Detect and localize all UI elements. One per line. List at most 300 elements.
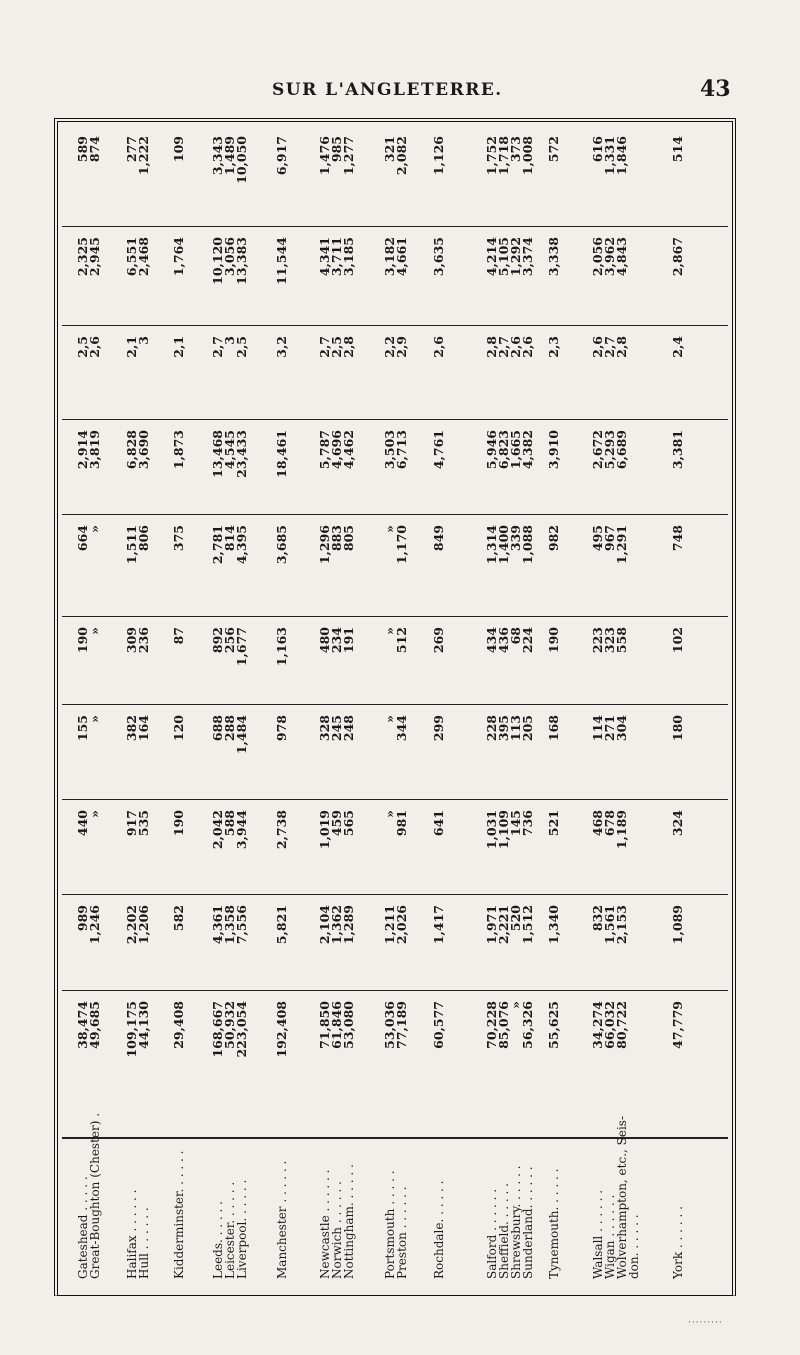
value-group: [548, 515, 560, 616]
table-cell: 806: [136, 525, 151, 552]
town-name: Rochdale. . . . . .: [432, 1180, 446, 1279]
value-group: [384, 515, 408, 616]
table-cell: 1,277: [341, 136, 356, 176]
table-cell: 1,718: [496, 136, 511, 176]
table-cell: 6,551: [124, 237, 139, 277]
town-name: Walsall . . . . . .: [591, 1189, 605, 1279]
table-cell: 10,050: [234, 136, 249, 184]
table-cell: 616: [590, 136, 605, 163]
table-cell: 223,054: [234, 1001, 249, 1058]
value-group: [548, 991, 560, 1137]
value-group: [319, 126, 355, 226]
table-cell: 2,7: [210, 336, 225, 358]
table-cell: 328: [317, 715, 332, 742]
value-group: [77, 326, 101, 419]
table-cell: »: [87, 525, 102, 533]
town-name: Gateshead . . . . .: [76, 1176, 90, 1279]
value-group: [384, 800, 408, 894]
town-name: Manchester . . . . . .: [275, 1160, 289, 1279]
value-group: [173, 895, 185, 990]
table-cell: 277: [124, 136, 139, 163]
town-name-group: [173, 1139, 185, 1289]
value-group: [173, 991, 185, 1137]
table-cell: 13,468: [210, 430, 225, 478]
value-group: [212, 227, 248, 325]
table-cell: 53,080: [341, 1001, 356, 1049]
value-group: [384, 420, 408, 514]
table-cell: 1,031: [484, 810, 499, 850]
town-name: Sunderland. . . . . .: [521, 1166, 535, 1279]
value-group: [77, 227, 101, 325]
value-group: [126, 705, 150, 799]
table-cell: 480: [317, 627, 332, 654]
value-group: [173, 420, 185, 514]
column-town-names: [62, 1112, 728, 1289]
table-cell: 6,689: [614, 430, 629, 470]
value-group: [592, 227, 628, 325]
table-cell: 7,556: [234, 905, 249, 945]
table-cell: 2,914: [75, 430, 90, 470]
town-name: Salford . . . . . .: [485, 1188, 499, 1279]
value-group: [126, 800, 150, 894]
value-group: [212, 991, 248, 1137]
table-cell: 6,917: [274, 136, 289, 176]
table-cell: 47,779: [670, 1001, 685, 1049]
value-group: [486, 420, 534, 514]
value-group: [77, 420, 101, 514]
value-group: [276, 326, 288, 419]
table-cell: 49,685: [87, 1001, 102, 1049]
value-group: [592, 991, 628, 1137]
table-cell: 688: [210, 715, 225, 742]
value-group: [486, 227, 534, 325]
town-name: Liverpool. . . . . .: [235, 1179, 249, 1279]
value-group: [672, 420, 684, 514]
value-group: [384, 895, 408, 990]
table-cell: 164: [136, 715, 151, 742]
table-cell: 114: [590, 715, 605, 742]
table-cell: 565: [341, 810, 356, 837]
table-cell: 805: [341, 525, 356, 552]
table-cell: 3,944: [234, 810, 249, 850]
table-cell: 3: [222, 336, 237, 345]
data-column-5: [62, 617, 728, 705]
table-cell: 102: [670, 627, 685, 654]
value-group: [384, 617, 408, 704]
table-cell: 145: [508, 810, 523, 837]
table-cell: 180: [670, 715, 685, 742]
table-cell: 224: [520, 627, 535, 654]
value-group: [592, 326, 628, 419]
table-cell: 2,7: [602, 336, 617, 358]
table-cell: 1,971: [484, 905, 499, 945]
table-cell: 748: [670, 525, 685, 552]
value-group: [212, 420, 248, 514]
value-group: [433, 515, 445, 616]
table-cell: 44,130: [136, 1001, 151, 1049]
table-cell: 245: [329, 715, 344, 742]
table-cell: 981: [394, 810, 409, 837]
table-cell: 236: [136, 627, 151, 654]
value-group: [672, 705, 684, 799]
value-group: [276, 420, 288, 514]
value-group: [433, 617, 445, 704]
town-name-group: [319, 1139, 355, 1289]
table-cell: 736: [520, 810, 535, 837]
value-group: [276, 227, 288, 325]
value-group: [672, 991, 684, 1137]
table-cell: 459: [329, 810, 344, 837]
table-cell: 228: [484, 715, 499, 742]
table-cell: 1,163: [274, 627, 289, 667]
table-cell: 1,476: [317, 136, 332, 176]
value-group: [672, 617, 684, 704]
table-cell: 2,672: [590, 430, 605, 470]
table-cell: 1,291: [614, 525, 629, 565]
table-cell: 1,211: [382, 905, 397, 945]
table-cell: 50,932: [222, 1001, 237, 1049]
table-cell: 1,417: [431, 905, 446, 945]
table-cell: 1,846: [614, 136, 629, 176]
town-name: Great-Boughton (Chester) .: [88, 1112, 102, 1279]
value-group: [212, 895, 248, 990]
table-cell: 3,819: [87, 430, 102, 470]
table-cell: 339: [508, 525, 523, 552]
value-group: [212, 326, 248, 419]
table-cell: 521: [546, 810, 561, 837]
table-cell: 205: [520, 715, 535, 742]
data-column-9: [62, 227, 728, 326]
value-group: [319, 515, 355, 616]
table-cell: 3,503: [382, 430, 397, 470]
town-name: Nottingham. . . . . .: [342, 1164, 356, 1279]
table-cell: 2,6: [590, 336, 605, 358]
table-cell: 191: [341, 627, 356, 654]
table-cell: 4,341: [317, 237, 332, 277]
table-cell: 2,4: [670, 336, 685, 358]
value-group: [212, 617, 248, 704]
table-cell: 678: [602, 810, 617, 837]
table-cell: 61,846: [329, 1001, 344, 1049]
table-cell: 53,036: [382, 1001, 397, 1049]
value-group: [548, 617, 560, 704]
value-group: [319, 617, 355, 704]
town-name-group: [672, 1139, 684, 1289]
town-name: Portsmouth . . . . .: [383, 1170, 397, 1279]
value-group: [592, 617, 628, 704]
table-cell: 588: [222, 810, 237, 837]
value-group: [319, 800, 355, 894]
table-cell: 2,738: [274, 810, 289, 850]
table-cell: 874: [87, 136, 102, 163]
town-name: York . . . . . .: [671, 1206, 685, 1279]
table-cell: 3,343: [210, 136, 225, 176]
table-cell: 495: [590, 525, 605, 552]
table-cell: 2,9: [394, 336, 409, 358]
value-group: [77, 617, 101, 704]
value-group: [276, 126, 288, 226]
table-cell: 832: [590, 905, 605, 932]
table-cell: 77,189: [394, 1001, 409, 1049]
table-cell: 3,962: [602, 237, 617, 277]
table-cell: 2,781: [210, 525, 225, 565]
value-group: [672, 895, 684, 990]
town-name: Kidderminster. . . . . .: [172, 1150, 186, 1279]
table-cell: 56,326: [520, 1001, 535, 1049]
value-group: [126, 991, 150, 1137]
table-cell: 1,008: [520, 136, 535, 176]
table-cell: 1,246: [87, 905, 102, 945]
value-group: [77, 800, 101, 894]
data-column-10: [62, 126, 728, 227]
value-group: [276, 617, 288, 704]
value-group: [384, 991, 408, 1137]
table-cell: 248: [341, 715, 356, 742]
data-column-8: [62, 326, 728, 420]
table-cell: 68: [508, 627, 523, 645]
table-cell: 2,945: [87, 237, 102, 277]
table-cell: »: [382, 627, 397, 635]
table-cell: »: [382, 810, 397, 818]
value-group: [384, 705, 408, 799]
table-cell: 66,032: [602, 1001, 617, 1049]
table-cell: 13,383: [234, 237, 249, 285]
table-cell: 190: [75, 627, 90, 654]
table-cell: 3,056: [222, 237, 237, 277]
table-cell: 641: [431, 810, 446, 837]
statistics-table: [62, 126, 728, 1289]
table-cell: 4,382: [520, 430, 535, 470]
data-column-7: [62, 420, 728, 515]
table-cell: 3,381: [670, 430, 685, 470]
table-cell: 168,667: [210, 1001, 225, 1058]
value-group: [384, 126, 408, 226]
value-group: [77, 126, 101, 226]
value-group: [548, 420, 560, 514]
table-cell: 11,544: [274, 237, 289, 285]
value-group: [433, 227, 445, 325]
value-group: [672, 227, 684, 325]
table-cell: 468: [590, 810, 605, 837]
table-cell: 1,512: [520, 905, 535, 945]
table-cell: 2,042: [210, 810, 225, 850]
table-cell: 967: [602, 525, 617, 552]
value-group: [672, 326, 684, 419]
table-cell: 1,222: [136, 136, 151, 176]
table-cell: 55,625: [546, 1001, 561, 1049]
table-cell: 1,206: [136, 905, 151, 945]
data-column-4: [62, 705, 728, 800]
table-cell: 1,289: [341, 905, 356, 945]
value-group: [486, 617, 534, 704]
table-cell: 558: [614, 627, 629, 654]
table-cell: 3,910: [546, 430, 561, 470]
table-cell: 1,362: [329, 905, 344, 945]
value-group: [672, 126, 684, 226]
value-group: [173, 326, 185, 419]
value-group: [173, 705, 185, 799]
table-cell: 3,685: [274, 525, 289, 565]
table-cell: 256: [222, 627, 237, 654]
table-cell: 978: [274, 715, 289, 742]
town-name: Leeds. . . . . .: [211, 1201, 225, 1279]
table-cell: »: [508, 1001, 523, 1009]
value-group: [548, 126, 560, 226]
table-cell: 2,202: [124, 905, 139, 945]
table-cell: 5,821: [274, 905, 289, 945]
table-cell: 190: [546, 627, 561, 654]
value-group: [173, 227, 185, 325]
value-group: [672, 515, 684, 616]
value-group: [548, 705, 560, 799]
table-cell: 1,489: [222, 136, 237, 176]
value-group: [276, 800, 288, 894]
table-cell: 321: [382, 136, 397, 163]
table-cell: 989: [75, 905, 90, 932]
town-name: Shrewsbury. . . . . .: [509, 1165, 523, 1279]
table-cell: 4,843: [614, 237, 629, 277]
town-name-group: [276, 1139, 288, 1289]
town-name-group: [126, 1139, 150, 1289]
table-cell: 1,764: [171, 237, 186, 277]
value-group: [486, 705, 534, 799]
table-cell: 1,677: [234, 627, 249, 667]
table-cell: 71,850: [317, 1001, 332, 1049]
table-cell: 109: [171, 136, 186, 163]
table-cell: 1,189: [614, 810, 629, 850]
value-group: [77, 991, 101, 1137]
table-cell: 85,076: [496, 1001, 511, 1049]
table-cell: 2,325: [75, 237, 90, 277]
table-cell: 917: [124, 810, 139, 837]
town-name-group: [486, 1139, 534, 1289]
value-group: [126, 617, 150, 704]
table-cell: 60,577: [431, 1001, 446, 1049]
town-name: Halifax . . . . . .: [125, 1189, 139, 1279]
value-group: [126, 515, 150, 616]
table-cell: 168: [546, 715, 561, 742]
running-title: SUR L'ANGLETERRE.: [272, 80, 503, 100]
table-cell: 1,089: [670, 905, 685, 945]
table-cell: 2,026: [394, 905, 409, 945]
table-cell: 18,461: [274, 430, 289, 478]
table-cell: 589: [75, 136, 90, 163]
town-name: don. . . . . .: [627, 1214, 641, 1279]
table-cell: 436: [496, 627, 511, 654]
table-cell: 34,274: [590, 1001, 605, 1049]
table-cell: 1,873: [171, 430, 186, 470]
table-cell: 2,8: [484, 336, 499, 358]
table-cell: 2,056: [590, 237, 605, 277]
value-group: [548, 895, 560, 990]
value-group: [433, 991, 445, 1137]
town-name: Preston . . . . . .: [395, 1186, 409, 1279]
table-cell: 440: [75, 810, 90, 837]
table-cell: »: [382, 715, 397, 723]
town-name-group: [591, 1115, 641, 1289]
rotated-table-body: [62, 126, 728, 1289]
value-group: [486, 126, 534, 226]
table-cell: 2,6: [520, 336, 535, 358]
town-name: Leicester. . . . . .: [223, 1181, 237, 1279]
table-cell: 4,545: [222, 430, 237, 470]
table-cell: 1,665: [508, 430, 523, 470]
table-cell: 120: [171, 715, 186, 742]
data-column-3: [62, 800, 728, 895]
table-cell: 155: [75, 715, 90, 742]
table-cell: 3,711: [329, 237, 344, 277]
value-group: [126, 895, 150, 990]
table-cell: 344: [394, 715, 409, 742]
table-cell: 4,761: [431, 430, 446, 470]
table-cell: 2,8: [614, 336, 629, 358]
table-cell: 2,104: [317, 905, 332, 945]
data-column-6: [62, 515, 728, 617]
value-group: [384, 227, 408, 325]
table-cell: 192,408: [274, 1001, 289, 1058]
town-name-group: [433, 1139, 445, 1289]
table-cell: 3,374: [520, 237, 535, 277]
town-name: Norwich . . . . . .: [330, 1181, 344, 1279]
table-cell: »: [87, 627, 102, 635]
table-cell: 985: [329, 136, 344, 163]
table-cell: 113: [508, 715, 523, 742]
table-cell: 223: [590, 627, 605, 654]
table-cell: 70,228: [484, 1001, 499, 1049]
table-cell: 4,661: [394, 237, 409, 277]
value-group: [126, 126, 150, 226]
table-cell: 324: [670, 810, 685, 837]
town-name: Sheffield. . . . . .: [497, 1183, 511, 1279]
table-cell: 2,5: [329, 336, 344, 358]
table-cell: 434: [484, 627, 499, 654]
table-cell: 4,214: [484, 237, 499, 277]
table-cell: 304: [614, 715, 629, 742]
value-group: [212, 705, 248, 799]
value-group: [173, 515, 185, 616]
value-group: [276, 895, 288, 990]
value-group: [592, 515, 628, 616]
table-cell: 2,153: [614, 905, 629, 945]
table-cell: 2,5: [75, 336, 90, 358]
table-cell: 10,120: [210, 237, 225, 285]
table-cell: 23,433: [234, 430, 249, 478]
table-cell: 1,314: [484, 525, 499, 565]
value-group: [126, 227, 150, 325]
table-cell: 892: [210, 627, 225, 654]
table-cell: 2,2: [382, 336, 397, 358]
table-cell: 109,175: [124, 1001, 139, 1058]
table-cell: 234: [329, 627, 344, 654]
value-group: [319, 705, 355, 799]
table-cell: 4,462: [341, 430, 356, 470]
table-cell: 323: [602, 627, 617, 654]
town-name-group: [212, 1139, 248, 1289]
table-cell: 2,6: [431, 336, 446, 358]
value-group: [212, 126, 248, 226]
table-cell: 1,088: [520, 525, 535, 565]
table-cell: 2,3: [546, 336, 561, 358]
table-cell: 1,358: [222, 905, 237, 945]
value-group: [276, 705, 288, 799]
value-group: [319, 326, 355, 419]
table-cell: 373: [508, 136, 523, 163]
table-cell: 2,5: [234, 336, 249, 358]
value-group: [77, 895, 101, 990]
table-cell: 80,722: [614, 1001, 629, 1049]
table-cell: 512: [394, 627, 409, 654]
table-cell: »: [87, 715, 102, 723]
